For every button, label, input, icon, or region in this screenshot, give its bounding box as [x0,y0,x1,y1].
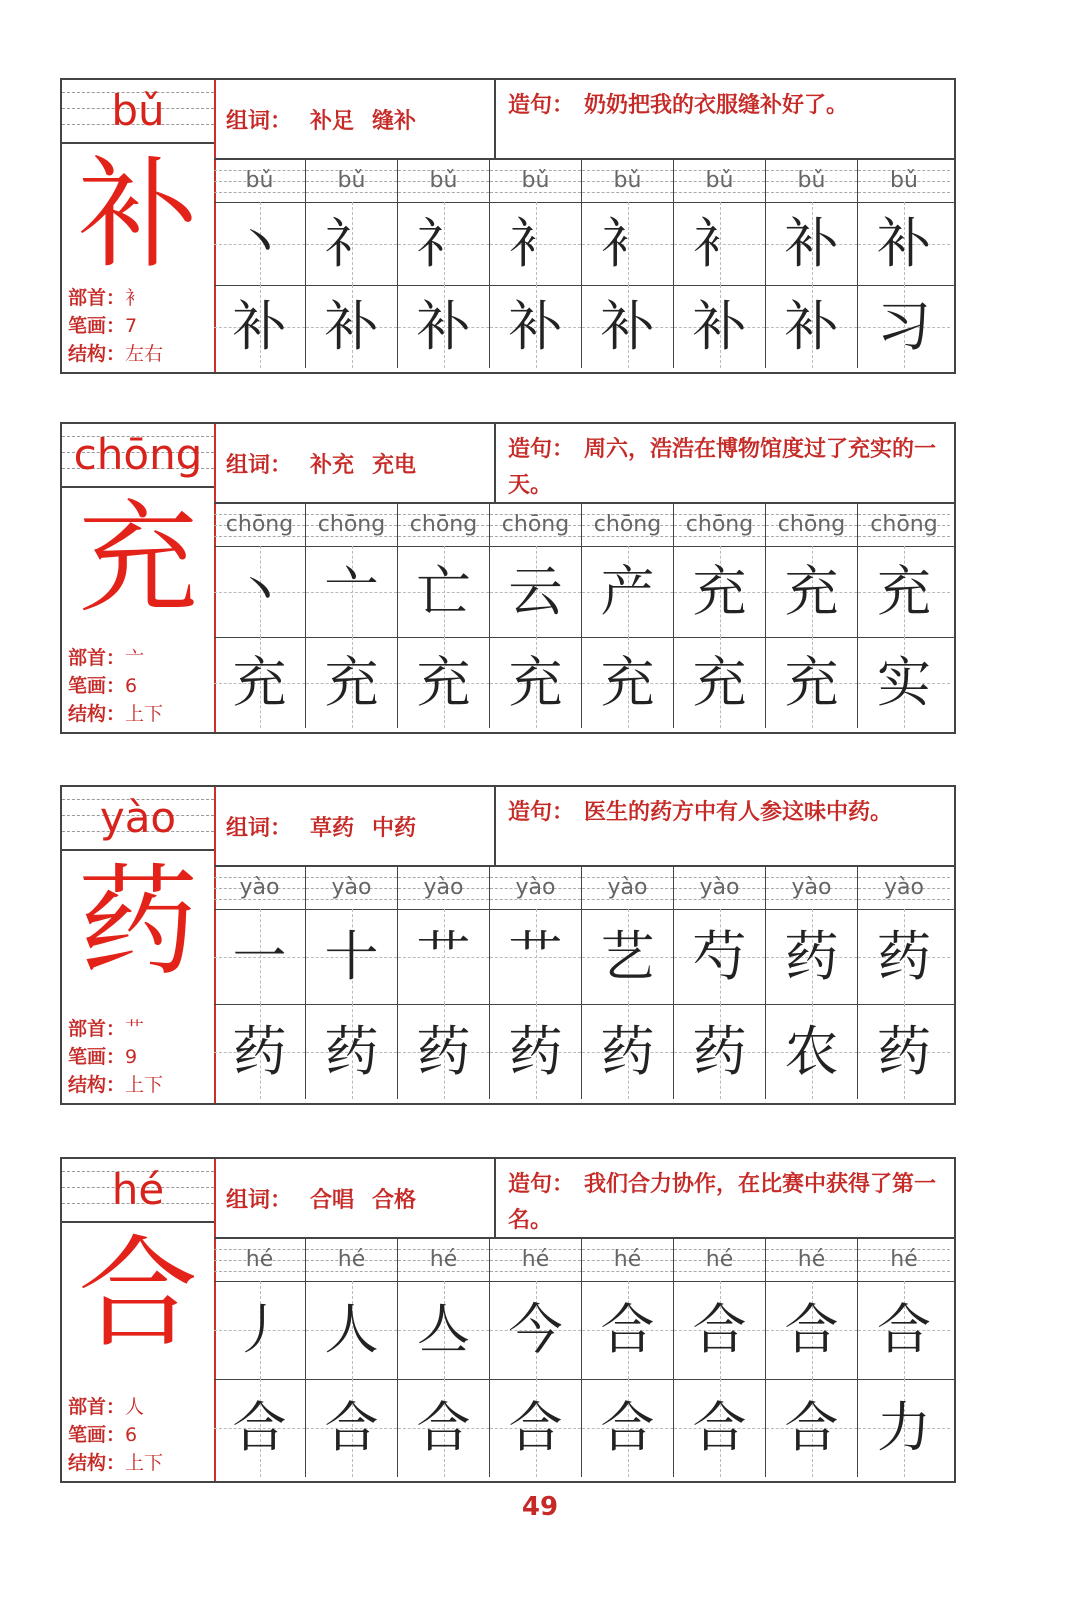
pinyin-cell: bǔ [490,160,582,202]
sentence-box [496,424,954,504]
writing-cell: 充 [674,637,766,728]
strokes-label: 笔画： [68,1424,126,1446]
pinyin-row [214,867,954,910]
pinyin-label: hé [111,1165,165,1214]
writing-cell: 实 [858,637,950,728]
pinyin-cell: chōng [582,504,674,546]
character-card [60,785,956,1105]
radical-value: 艹 [125,1018,145,1040]
writing-cell: 合 [582,1379,674,1477]
pinyin-label: yào [99,793,177,842]
pinyin-cell: hé [766,1239,858,1281]
writing-cell: 合 [674,1281,766,1379]
writing-cell: 补 [306,285,398,368]
sentence-text: 周六，浩浩在博物馆度过了充实的一天。 [508,437,937,498]
structure-label: 结构： [68,343,126,365]
pinyin-cell: yào [858,867,950,909]
stroke-row [214,909,954,1005]
writing-cell: 充 [858,546,950,637]
writing-cell: 补 [490,285,582,368]
pinyin-cell: bǔ [674,160,766,202]
writing-cell: 合 [306,1379,398,1477]
practice-row [214,1004,954,1099]
word-group [214,424,496,504]
character-panel [62,80,216,372]
writing-cell: 艹 [490,909,582,1004]
word-item: 充电 [372,452,417,478]
character-info [68,1015,163,1099]
word-group [214,80,496,160]
character-panel [62,787,216,1103]
writing-cell: 亠 [306,546,398,637]
main-character: 药 [78,853,198,992]
writing-cell: 丶 [214,202,306,285]
writing-cell: 芍 [674,909,766,1004]
word-item: 缝补 [372,108,417,134]
strokes-value: 7 [125,315,138,337]
character-info [68,284,163,368]
writing-cell: 药 [490,1004,582,1099]
writing-cell: 合 [858,1281,950,1379]
pinyin-cell: hé [674,1239,766,1281]
stroke-row [214,202,954,286]
writing-cell: 亼 [398,1281,490,1379]
pinyin-cell: yào [398,867,490,909]
pinyin-cell: yào [306,867,398,909]
writing-cell: 产 [582,546,674,637]
sentence-box [496,787,954,867]
writing-cell: 艹 [398,909,490,1004]
sentence-text: 奶奶把我的衣服缝补好了。 [584,93,849,118]
practice-row [214,1379,954,1477]
structure-value: 上下 [125,1074,164,1096]
pinyin-cell: chōng [490,504,582,546]
writing-cell: 药 [398,1004,490,1099]
pinyin-cell: hé [490,1239,582,1281]
main-character: 充 [78,490,198,629]
writing-cell: 礻 [306,202,398,285]
main-character: 合 [78,1225,198,1364]
writing-cell: 充 [490,637,582,728]
sentence-box [496,80,954,160]
practice-grid [214,867,954,1099]
pinyin-cell: yào [674,867,766,909]
character-card [60,422,956,734]
writing-cell: 充 [582,637,674,728]
sentence-label: 造句： [508,1172,575,1197]
radical-label: 部首： [68,287,126,309]
sentence-label: 造句： [508,800,575,825]
pinyin-cell: hé [214,1239,306,1281]
pinyin-box [62,1159,214,1223]
character-card [60,1157,956,1483]
writing-cell: 补 [214,285,306,368]
writing-cell: 充 [766,546,858,637]
pinyin-cell: chōng [766,504,858,546]
writing-cell: 充 [674,546,766,637]
writing-cell: 补 [398,285,490,368]
writing-cell: 农 [766,1004,858,1099]
writing-cell: 合 [582,1281,674,1379]
pinyin-cell: hé [398,1239,490,1281]
character-card [60,78,956,374]
writing-cell: 合 [674,1379,766,1477]
writing-cell: 习 [858,285,950,368]
word-item: 补足 [310,108,355,134]
word-item: 草药 [310,815,355,841]
pinyin-cell: hé [306,1239,398,1281]
strokes-label: 笔画： [68,315,126,337]
character-info [68,644,163,728]
radical-value: 人 [125,1396,145,1418]
writing-cell: 充 [766,637,858,728]
page-number: 49 [521,1492,559,1522]
radical-value: 衤 [125,287,145,309]
writing-cell: 药 [674,1004,766,1099]
word-item: 中药 [372,815,417,841]
pinyin-cell: yào [490,867,582,909]
pinyin-cell: yào [766,867,858,909]
pinyin-row [214,1239,954,1282]
writing-cell: 合 [490,1379,582,1477]
strokes-label: 笔画： [68,1046,126,1068]
writing-cell: 合 [766,1281,858,1379]
structure-value: 左右 [125,343,164,365]
writing-cell: 亡 [398,546,490,637]
stroke-row [214,546,954,638]
writing-cell: 一 [214,909,306,1004]
sentence-text: 医生的药方中有人参这味中药。 [584,800,893,825]
pinyin-label: chōng [73,430,203,479]
structure-label: 结构： [68,1074,126,1096]
writing-cell: 充 [214,637,306,728]
sentence-box [496,1159,954,1239]
practice-grid [214,504,954,728]
writing-cell: 补 [766,285,858,368]
pinyin-cell: bǔ [766,160,858,202]
character-panel [62,424,216,732]
pinyin-cell: bǔ [398,160,490,202]
writing-cell: 衤 [674,202,766,285]
writing-cell: 力 [858,1379,950,1477]
writing-cell: 补 [674,285,766,368]
writing-cell: 礻 [398,202,490,285]
words-label: 组词： [226,108,293,134]
character-info [68,1393,163,1477]
strokes-value: 6 [125,1424,138,1446]
writing-cell: 合 [766,1379,858,1477]
sentence-label: 造句： [508,93,575,118]
writing-cell: 艺 [582,909,674,1004]
words-label: 组词： [226,815,293,841]
writing-cell: 补 [766,202,858,285]
structure-label: 结构： [68,1452,126,1474]
pinyin-cell: bǔ [214,160,306,202]
writing-cell: 药 [766,909,858,1004]
pinyin-cell: hé [858,1239,950,1281]
writing-cell: 合 [398,1379,490,1477]
writing-cell: 衤 [582,202,674,285]
practice-row [214,285,954,368]
writing-cell: 今 [490,1281,582,1379]
structure-value: 上下 [125,1452,164,1474]
pinyin-cell: chōng [858,504,950,546]
main-character: 补 [78,146,198,285]
word-group [214,1159,496,1239]
pinyin-cell: bǔ [306,160,398,202]
structure-label: 结构： [68,703,126,725]
writing-cell: 十 [306,909,398,1004]
stroke-row [214,1281,954,1380]
words-label: 组词： [226,452,293,478]
pinyin-cell: chōng [398,504,490,546]
radical-label: 部首： [68,1396,126,1418]
strokes-value: 9 [125,1046,138,1068]
writing-cell: 充 [306,637,398,728]
writing-cell: 药 [858,1004,950,1099]
structure-value: 上下 [125,703,164,725]
pinyin-row [214,504,954,547]
writing-cell: 药 [858,909,950,1004]
pinyin-box [62,424,214,488]
writing-cell: 充 [398,637,490,728]
word-item: 合唱 [310,1187,355,1213]
radical-label: 部首： [68,647,126,669]
word-item: 合格 [372,1187,417,1213]
radical-label: 部首： [68,1018,126,1040]
pinyin-cell: bǔ [582,160,674,202]
pinyin-cell: yào [582,867,674,909]
strokes-label: 笔画： [68,675,126,697]
strokes-value: 6 [125,675,138,697]
writing-cell: 药 [214,1004,306,1099]
word-item: 补充 [310,452,355,478]
sentence-label: 造句： [508,437,575,462]
writing-cell: 丿 [214,1281,306,1379]
writing-cell: 合 [214,1379,306,1477]
character-panel [62,1159,216,1481]
radical-value: 亠 [125,647,145,669]
practice-row [214,637,954,728]
writing-cell: 丶 [214,546,306,637]
pinyin-cell: chōng [674,504,766,546]
writing-cell: 补 [582,285,674,368]
practice-grid [214,160,954,368]
writing-cell: 药 [306,1004,398,1099]
word-group [214,787,496,867]
writing-cell: 云 [490,546,582,637]
pinyin-label: bǔ [111,86,165,135]
writing-cell: 人 [306,1281,398,1379]
pinyin-row [214,160,954,203]
writing-cell: 衤 [490,202,582,285]
writing-cell: 药 [582,1004,674,1099]
pinyin-box [62,787,214,851]
pinyin-box [62,80,214,144]
pinyin-cell: yào [214,867,306,909]
words-label: 组词： [226,1187,293,1213]
practice-grid [214,1239,954,1477]
pinyin-cell: chōng [306,504,398,546]
pinyin-cell: hé [582,1239,674,1281]
pinyin-cell: chōng [214,504,306,546]
sentence-text: 我们合力协作，在比赛中获得了第一名。 [508,1172,937,1233]
pinyin-cell: bǔ [858,160,950,202]
writing-cell: 补 [858,202,950,285]
